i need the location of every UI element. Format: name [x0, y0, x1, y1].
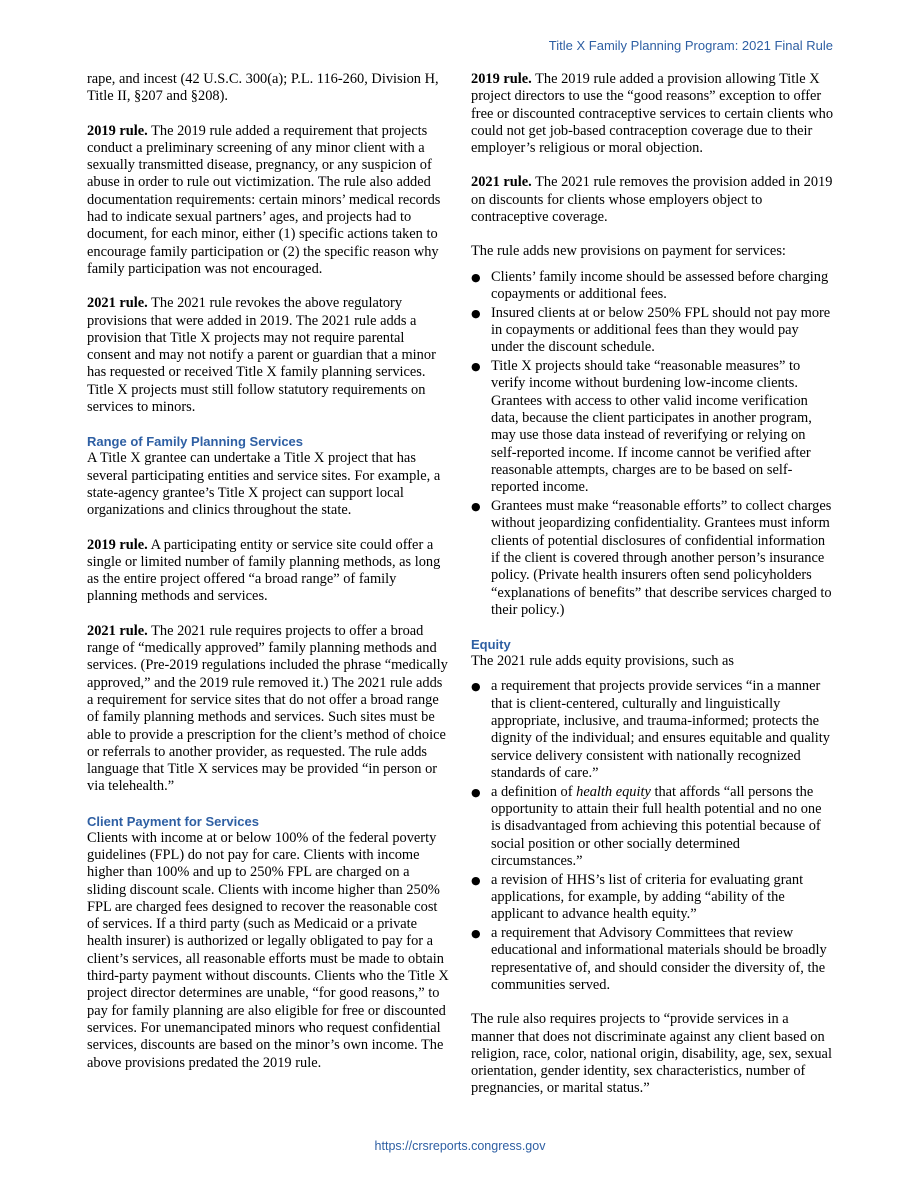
paragraph: The rule also requires projects to “provide services in a manner that does not discriminate against any client based on religion, race, color, national origin, disability, age, sex, sexual orientation, gender identity, sex characteristics, number of pregnancies, or marital status.” [471, 1011, 832, 1097]
list-item-text: a revision of HHS’s list of criteria for evaluating grant applications, for example, by adding “ability of the applicant to advance health equity.” [491, 871, 804, 923]
run-in-heading: 2021 rule. [471, 174, 532, 191]
section-heading: Equity [471, 637, 511, 653]
paragraph: Clients with income at or below 100% of the federal poverty guidelines (FPL) do not pay for care. Clients with income higher than 100% and up to 250% FPL are charged on a sliding discount scale. Clients with income higher than 250% FPL are charged fees designed to recover the reasonable cost of services. If a third party (such as Medicaid or a private health insurer) is authorized or legally obligated to pay for a client’s services, all reasonable efforts must be made to obtain third-party payment without discounts. Clients who the Title X project director determines are unable, “for good reasons,” to pay for family planning are also eligible for free or discounted services. For unemancipated minors who request confidential services, discounts are based on the minor’s own income. The above provisions predated the 2019 rule. [87, 829, 449, 1071]
list-item [471, 269, 833, 304]
list-item-text: that affords “all persons the opportunity to attain their full health potential and no one is disadvantaged from achieving this potential because of social position or other socially determined circumstances.” [491, 783, 822, 869]
right-column [471, 71, 833, 1098]
bullet-icon: ● [471, 360, 481, 374]
list-item [471, 925, 833, 994]
running-header: Title X Family Planning Program: 2021 Final Rule [548, 38, 833, 53]
run-in-heading: 2019 rule. [87, 122, 148, 139]
paragraph-text: The 2019 rule added a requirement that projects conduct a preliminary screening of any minor client with a sexually transmitted disease, pregnancy, or any suspicion of abuse in order to rule out victimization. The rule also added documentation requirements: certain minors’ medical records had to indicate sexual partners’ ages, and projects had to document, for each minor, either (1) specific actions taken to encourage family participation or (2) the specific reason why family participation was not encouraged. [87, 122, 441, 277]
equity-bullet-list [471, 678, 833, 994]
bullet-icon: ● [471, 270, 481, 284]
run-in-heading: 2019 rule. [87, 536, 148, 553]
list-item [471, 784, 833, 870]
list-item-text: Clients’ family income should be assessed before charging copayments or additional fees. [491, 268, 829, 302]
payment-bullet-list [471, 269, 833, 619]
list-item [471, 678, 833, 782]
run-in-heading: 2019 rule. [471, 71, 532, 87]
list-item [471, 872, 833, 924]
list-item-text: Insured clients at or below 250% FPL should not pay more in copayments or additional fees than they would pay under the discount schedule. [491, 304, 831, 356]
bullet-icon: ● [471, 873, 481, 887]
paragraph-text: The 2021 rule requires projects to offer a broad range of “medically approved” family planning methods and services. (Pre-2019 regulations included the phrase “medically approved,” and the 2019 rule removed it.) The 2021 rule adds a requirement for service sites that do not offer a broad range of family planning methods and services. Such sites must be able to provide a prescription for the client’s method of choice or referrals to another provider, as requested. The rule adds language that Title X services may be provided “in person or via telehealth.” [87, 622, 448, 795]
paragraph [471, 174, 833, 226]
list-item [471, 305, 833, 357]
paragraph [471, 71, 833, 157]
run-in-heading: 2021 rule. [87, 622, 148, 639]
list-item [471, 498, 833, 619]
list-item-text: a definition of [491, 783, 577, 800]
paragraph [87, 123, 449, 279]
bullet-icon: ● [471, 306, 481, 320]
list-item-text: a requirement that projects provide services “in a manner that is client-centered, culturally and linguistically appropriate, inclusive, and trauma-informed; protects the dignity of the individual; and ensures equitable and quality service delivery consistent with nationally recognized standards of care.” [491, 678, 830, 781]
paragraph: The 2021 rule adds equity provisions, such as [471, 653, 734, 670]
bullet-icon: ● [471, 927, 481, 941]
left-column [87, 71, 449, 1072]
paragraph: rape, and incest (42 U.S.C. 300(a); P.L. 116-260, Division H, Title II, §207 and §208). [87, 71, 439, 105]
section-heading: Client Payment for Services [87, 813, 259, 829]
emphasized-term: health equity [576, 783, 651, 800]
bullet-icon: ● [471, 500, 481, 514]
paragraph [87, 623, 449, 796]
paragraph [87, 537, 449, 606]
list-item-text: Grantees must make “reasonable efforts” to collect charges without jeopardizing confidentiality. Grantees must inform clients of potential disclosures of confidential information if the client is covered through another person’s insurance policy. (Private health insurers often send policyholders “explanations of benefits” that describe services charged to their policy.) [491, 498, 832, 618]
run-in-heading: 2021 rule. [87, 295, 148, 312]
paragraph: A Title X grantee can undertake a Title X project that has several participating entities and service sites. For example, a state-agency grantee’s Title X project can support local organizations and clinics throughout the state. [87, 450, 441, 519]
paragraph-text: The 2019 rule added a provision allowing Title X project directors to use the “good reasons” exception to offer free or discounted contraceptive services to certain clients who could not get job-based contraception coverage due to their employer’s religious or moral objection. [471, 71, 834, 157]
bullet-icon: ● [471, 785, 481, 799]
paragraph-text: The 2021 rule removes the provision added in 2019 on discounts for clients whose employers object to contraceptive coverage. [471, 174, 833, 226]
paragraph-text: A participating entity or service site could offer a single or limited number of family planning methods, as long as the entire project offered “a broad range” of family planning methods and services. [87, 536, 441, 605]
footer-url-link[interactable]: https://crsreports.congress.gov [374, 1139, 546, 1153]
section-heading: Range of Family Planning Services [87, 434, 304, 450]
bullet-icon: ● [471, 680, 481, 694]
list-item-text: Title X projects should take “reasonable measures” to verify income without burdening low-income clients. Grantees with access to other valid income verification data, because the client participates in another program, may use those data instead of reverifying or relying on self-reported income. If income cannot be verified after reasonable attempts, charges are to be based on self-reported income. [491, 358, 812, 496]
paragraph: The rule adds new provisions on payment for services: [471, 243, 786, 260]
list-item [471, 358, 833, 496]
paragraph [87, 295, 449, 416]
paragraph-text: The 2021 rule revokes the above regulatory provisions that were added in 2019. The 2021 rule adds a provision that Title X projects may not require parental consent and may not notify a parent or guardian that a minor has requested or received Title X family planning services. Title X projects must still follow statutory requirements on services to minors. [87, 295, 436, 416]
list-item-text: a requirement that Advisory Committees that review educational and informational materials should be broadly representative of, and should consider the diversity of, the communities served. [491, 925, 827, 993]
